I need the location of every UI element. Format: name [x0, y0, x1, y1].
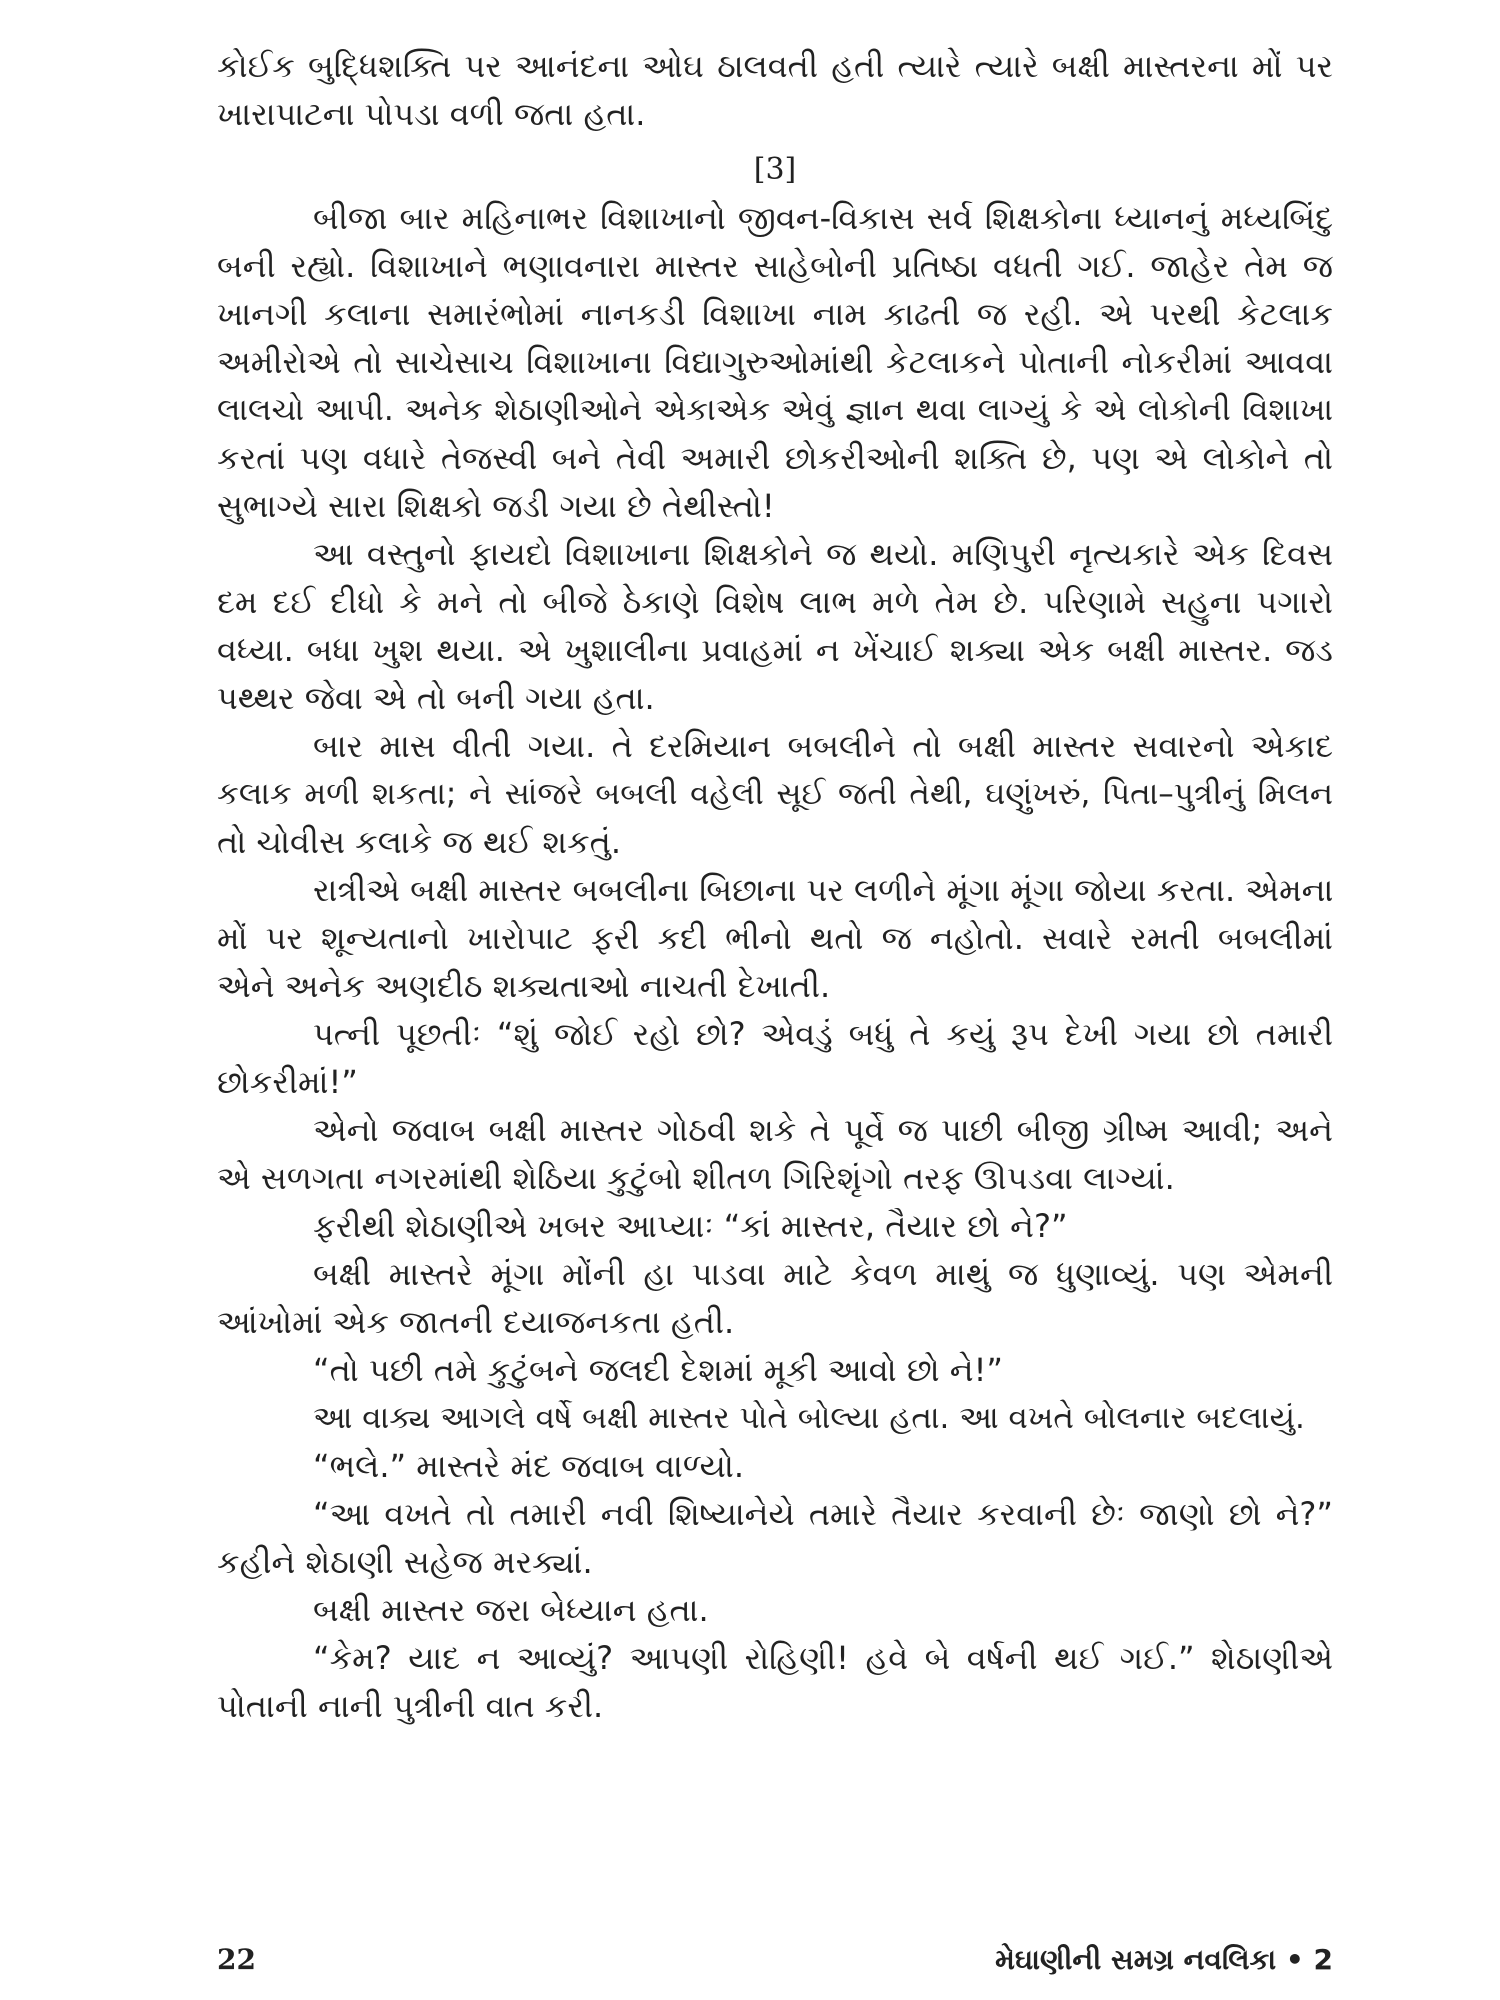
text-line: ખાનગી કલાના સમારંભોમાં નાનકડી વિશાખા નામ કાઢતી જ રહી. એ પરથી કેટલાક — [217, 295, 1333, 333]
paragraph — [217, 530, 1333, 722]
paragraph — [217, 1010, 1333, 1106]
paragraph — [217, 1106, 1333, 1202]
paragraph — [217, 722, 1333, 866]
text-line: બક્ષી માસ્તરે મૂંગા મોંની હા પાડવા માટે કેવળ માથું જ ધુણાવ્યું. પણ એમની — [313, 1255, 1333, 1293]
text-line: મોં પર શૂન્યતાનો ખારોપાટ ફરી કદી ભીનો થતો જ નહોતો. સવારે રમતી બબલીમાં — [217, 919, 1333, 957]
section-number: [3] — [753, 152, 797, 187]
paragraph — [217, 1586, 1333, 1634]
text-line: તો ચોવીસ કલાકે જ થઈ શકતું. — [217, 823, 622, 861]
text-line: કોઈક બુદ્ધિશક્તિ પર આનંદના ઓઘ ઠાલવતી હતી ત્યારે ત્યારે બક્ષી માસ્તરના મોં પર — [217, 47, 1333, 85]
text-line: કરતાં પણ વધારે તેજસ્વી બને તેવી અમારી છોકરીઓની શક્તિ છે, પણ એ લોકોને તો — [217, 439, 1333, 477]
paragraph — [217, 1346, 1333, 1394]
text-line: પથ્થર જેવા એ તો બની ગયા હતા. — [217, 679, 655, 717]
text-line: છોકરીમાં!” — [217, 1063, 358, 1101]
text-line: બક્ષી માસ્તર જરા બેધ્યાન હતા. — [313, 1591, 709, 1629]
text-line: “તો પછી તમે કુટુંબને જલદી દેશમાં મૂકી આવો છો ને!” — [313, 1351, 1004, 1389]
text-line: “આ વખતે તો તમારી નવી શિષ્યાનેયે તમારે તૈયાર કરવાની છેઃ જાણો છો ને?” — [313, 1495, 1333, 1533]
text-line: “કેમ? યાદ ન આવ્યું? આપણી રોહિણી! હવે બે વર્ષની થઈ ગઈ.” શેઠાણીએ — [313, 1639, 1333, 1677]
text-line: સુભાગ્યે સારા શિક્ષકો જડી ગયા છે તેથીસ્તો! — [217, 487, 775, 525]
text-line: બાર માસ વીતી ગયા. તે દરમિયાન બબલીને તો બક્ષી માસ્તર સવારનો એકાદ — [313, 727, 1333, 765]
paragraph — [217, 42, 1333, 138]
text-line: આ વસ્તુનો ફાયદો વિશાખાના શિક્ષકોને જ થયો. મણિપુરી નૃત્યકારે એક દિવસ — [313, 535, 1333, 573]
text-line: આ વાક્ય આગલે વર્ષે બક્ષી માસ્તર પોતે બોલ્યા હતા. આ વખતે બોલનાર બદલાયું. — [313, 1400, 1305, 1436]
page-footer — [217, 1940, 1333, 1980]
text-line: આંખોમાં એક જાતની દયાજનકતા હતી. — [217, 1303, 735, 1341]
text-line: એને અનેક અણદીઠ શક્યતાઓ નાચતી દેખાતી. — [217, 967, 831, 1005]
text-line: બની રહ્યો. વિશાખાને ભણાવનારા માસ્તર સાહેબોની પ્રતિષ્ઠા વધતી ગઈ. જાહેર તેમ જ — [217, 247, 1333, 285]
text-line: ફરીથી શેઠાણીએ ખબર આપ્યાઃ “કાં માસ્તર, તૈયાર છો ને?” — [313, 1207, 1068, 1245]
opening-paragraph — [217, 42, 1333, 138]
page-body — [217, 42, 1333, 1730]
text-line: કલાક મળી શકતા; ને સાંજરે બબલી વહેલી સૂઈ જતી તેથી, ઘણુંખરું, પિતા–પુત્રીનું મિલન — [217, 776, 1333, 812]
text-line: બીજા બાર મહિનાભર વિશાખાનો જીવન-વિકાસ સર્વ શિક્ષકોના ધ્યાનનું મધ્યબિંદુ — [313, 199, 1333, 237]
chapter-text — [217, 194, 1333, 1730]
running-head: મેઘાણીની સમગ્ર નવલિકા • 2 — [995, 1943, 1333, 1976]
paragraph — [217, 1394, 1333, 1442]
text-line: એ સળગતા નગરમાંથી શેઠિયા કુટુંબો શીતળ ગિરિશૃંગો તરફ ઊપડવા લાગ્યાં. — [217, 1159, 1175, 1197]
paragraph — [217, 194, 1333, 530]
paragraph — [217, 1202, 1333, 1250]
text-line: પત્ની પૂછતીઃ “શું જોઈ રહો છો? એવડું બધું તે કયું રૂપ દેખી ગયા છો તમારી — [313, 1015, 1333, 1053]
text-line: “ભલે.” માસ્તરે મંદ જવાબ વાળ્યો. — [313, 1447, 744, 1485]
text-line: કહીને શેઠાણી સહેજ મરક્યાં. — [217, 1543, 593, 1581]
page-number: 22 — [217, 1943, 256, 1976]
text-line: એનો જવાબ બક્ષી માસ્તર ગોઠવી શકે તે પૂર્વે જ પાછી બીજી ગ્રીષ્મ આવી; અને — [313, 1111, 1333, 1149]
text-line: ખારાપાટના પોપડા વળી જતા હતા. — [217, 95, 646, 133]
text-line: વધ્યા. બધા ખુશ થયા. એ ખુશાલીના પ્રવાહમાં ન ખેંચાઈ શક્યા એક બક્ષી માસ્તર. જડ — [217, 631, 1333, 669]
paragraph — [217, 1490, 1333, 1586]
text-line: અમીરોએ તો સાચેસાચ વિશાખાના વિદ્યાગુરુઓમાંથી કેટલાકને પોતાની નોકરીમાં આવવા — [217, 343, 1333, 381]
paragraph — [217, 1442, 1333, 1490]
paragraph — [217, 866, 1333, 1010]
text-line: પોતાની નાની પુત્રીની વાત કરી. — [217, 1687, 604, 1725]
text-line: રાત્રીએ બક્ષી માસ્તર બબલીના બિછાના પર લળીને મૂંગા મૂંગા જોયા કરતા. એમના — [313, 871, 1334, 909]
paragraph — [217, 1250, 1333, 1346]
paragraph — [217, 1634, 1333, 1730]
text-line: દમ દઈ દીધો કે મને તો બીજે ઠેકાણે વિશેષ લાભ મળે તેમ છે. પરિણામે સહુના પગારો — [217, 583, 1333, 621]
text-line: લાલચો આપી. અનેક શેઠાણીઓને એકાએક એવું જ્ઞાન થવા લાગ્યું કે એ લોકોની વિશાખા — [217, 392, 1333, 428]
